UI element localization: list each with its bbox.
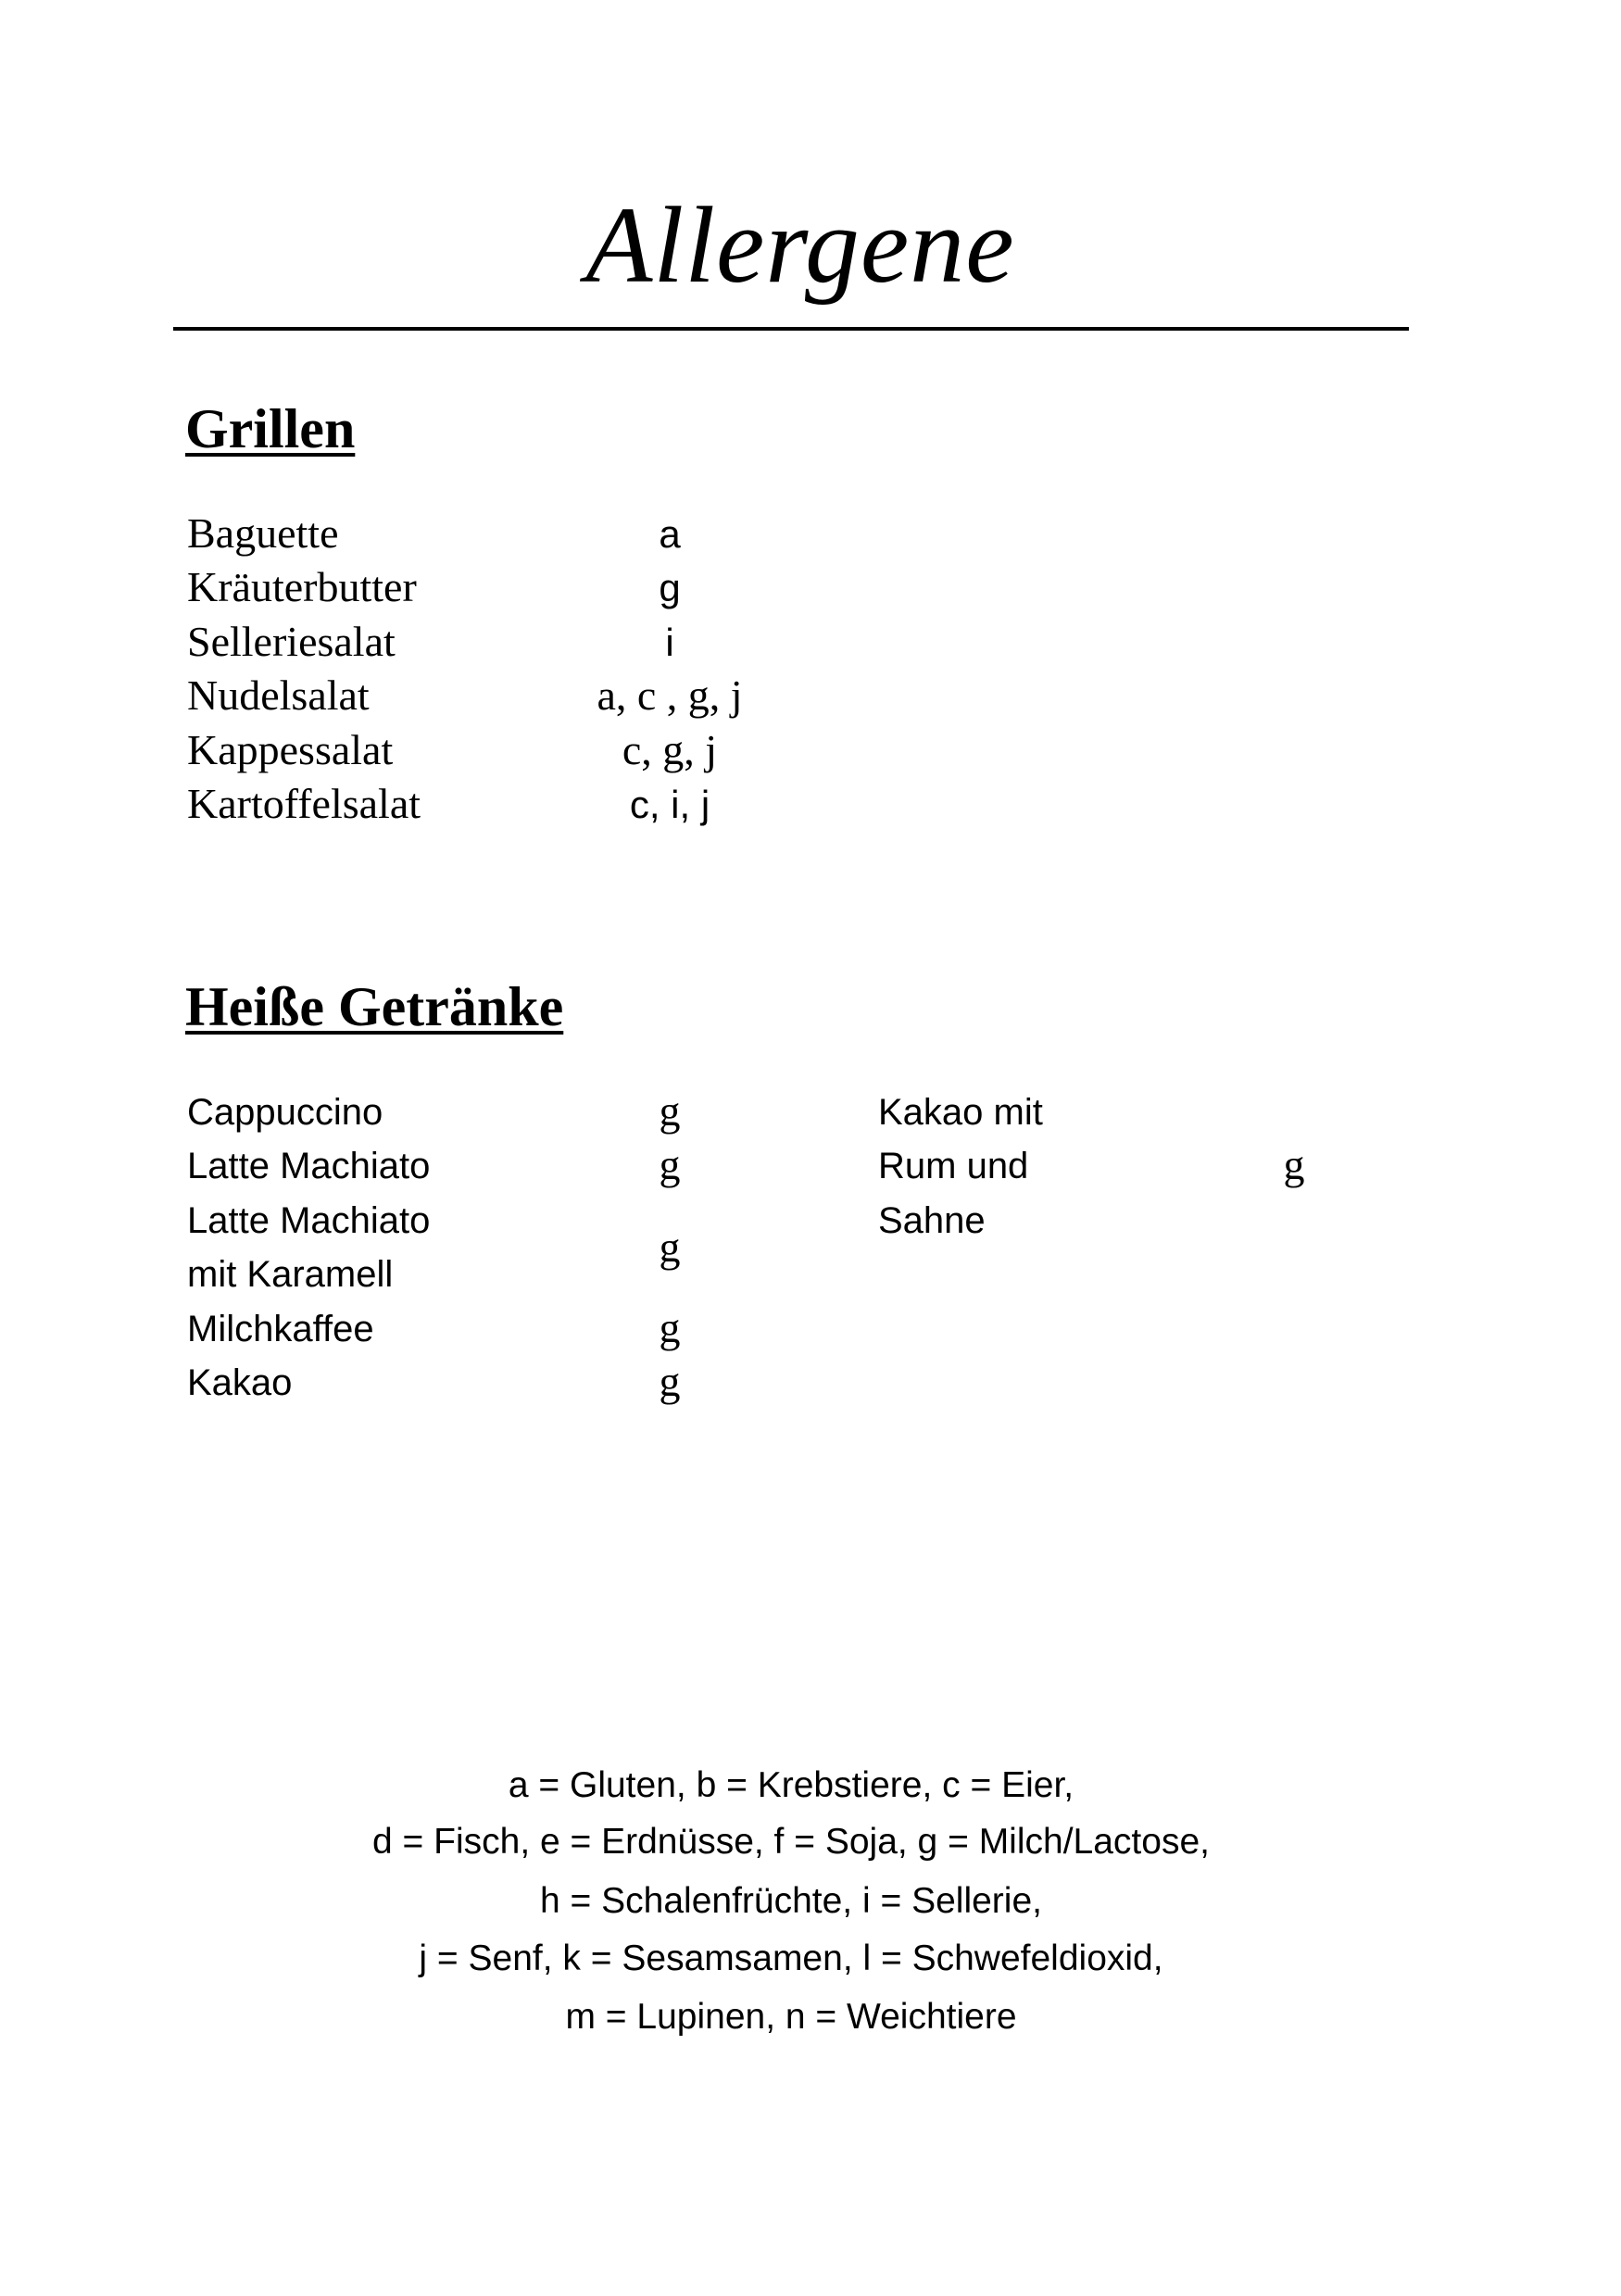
item-name-line-1: Latte Machiato <box>187 1200 431 1241</box>
item-name-line-2: mit Karamell <box>187 1254 394 1295</box>
item-allergens: g <box>659 1358 681 1405</box>
item-name: Kakao <box>187 1362 293 1403</box>
page-title: Allergene <box>585 184 1015 306</box>
item-allergens: g <box>659 1304 681 1351</box>
item-name-line-2: Rum und <box>878 1146 1029 1186</box>
item-name: Latte Machiato <box>187 1146 431 1186</box>
legend-line: m = Lupinen, n = Weichtiere <box>565 1997 1017 2037</box>
section-heading-grillen: Grillen <box>185 398 356 459</box>
item-allergens: c, i, j <box>629 783 710 826</box>
item-allergens: g <box>659 1223 681 1271</box>
item-name-line-1: Kakao mit <box>878 1092 1043 1133</box>
item-allergens: a <box>659 512 681 556</box>
item-allergens: g <box>659 1141 681 1188</box>
item-allergens: c, g, j <box>622 726 718 773</box>
legend-line: h = Schalenfrüchte, i = Sellerie, <box>540 1881 1042 1921</box>
section-heading-heisse-getraenke: Heiße Getränke <box>185 976 564 1037</box>
item-name: Milchkaffee <box>187 1309 374 1349</box>
item-name: Cappuccino <box>187 1092 383 1133</box>
item-name: Kappessalat <box>187 726 394 773</box>
item-name: Selleriesalat <box>187 618 396 665</box>
item-allergens: g <box>1283 1141 1305 1188</box>
item-allergens: i <box>665 621 674 664</box>
item-name-line-3: Sahne <box>878 1200 986 1241</box>
legend-line: j = Senf, k = Sesamsamen, l = Schwefeldioxid, <box>419 1938 1163 1978</box>
item-name: Kartoffelsalat <box>187 780 421 827</box>
item-allergens: g <box>659 566 681 609</box>
legend-line: d = Fisch, e = Erdnüsse, f = Soja, g = Milch/Lactose, <box>372 1822 1210 1862</box>
item-allergens: g <box>659 1087 681 1135</box>
legend-line: a = Gluten, b = Krebstiere, c = Eier, <box>508 1765 1074 1805</box>
item-name: Baguette <box>187 509 339 557</box>
title-divider <box>173 327 1409 331</box>
item-name: Nudelsalat <box>187 671 370 719</box>
item-name: Kräuterbutter <box>187 563 417 610</box>
item-allergens: a, c , g, j <box>597 671 743 719</box>
